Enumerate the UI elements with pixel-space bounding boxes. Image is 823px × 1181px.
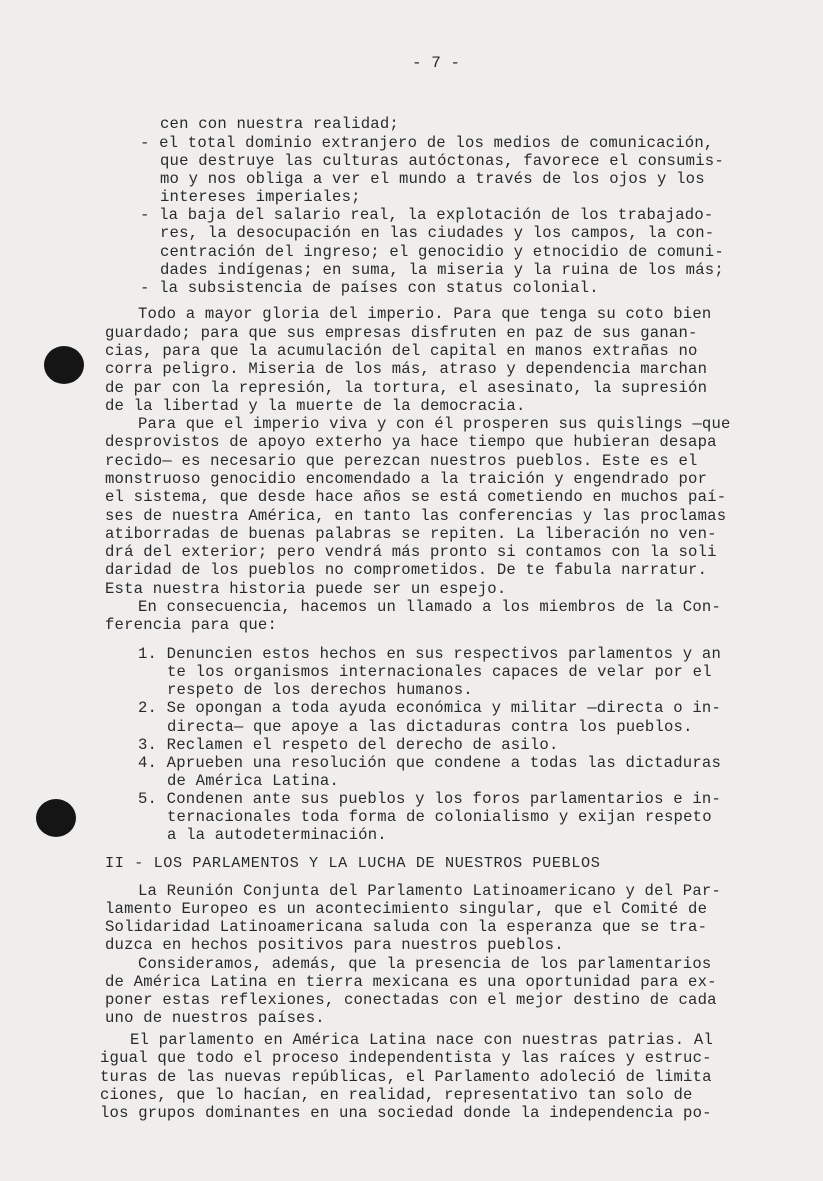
text-line: directa— que apoye a las dictaduras contra los pueblos. xyxy=(167,718,693,736)
text-line: te los organismos internacionales capaces de velar por el xyxy=(167,663,712,681)
text-line: - la baja del salario real, la explotación de los trabajado- xyxy=(140,206,714,224)
punch-hole xyxy=(44,346,84,384)
text-line: dades indígenas; en suma, la miseria y la ruina de los más; xyxy=(160,261,724,279)
text-line: atiborradas de buenas palabras se repiten. La liberación no ven- xyxy=(105,525,717,543)
text-line: monstruoso genocidio encomendado a la traición y engendrado por xyxy=(105,470,708,488)
text-line: recido— es necesario que perezcan nuestros pueblos. Este es el xyxy=(105,452,698,470)
text-line: ciones, que lo hacían, en realidad, representativo tan solo de xyxy=(100,1086,693,1104)
text-line: desprovistos de apoyo exterho ya hace tiempo que hubieran desapa xyxy=(105,433,717,451)
text-line: de la libertad y la muerte de la democracia. xyxy=(105,397,526,415)
text-line: drá del exterior; pero vendrá más pronto si contamos con la soli xyxy=(105,543,717,561)
text-line: guardado; para que sus empresas disfruten en paz de sus ganan- xyxy=(105,324,698,342)
text-line: los grupos dominantes en una sociedad donde la independencia po- xyxy=(100,1104,712,1122)
section-heading: II - LOS PARLAMENTOS Y LA LUCHA DE NUESTROS PUEBLOS xyxy=(105,854,601,872)
text-line: de par con la represión, la tortura, el asesinato, la supresión xyxy=(105,379,708,397)
text-line: el sistema, que desde hace años se está cometiendo en muchos paí- xyxy=(105,488,727,506)
text-line: de América Latina en tierra mexicana es una oportunidad para ex- xyxy=(105,973,717,991)
list-item: 3. Reclamen el respeto del derecho de asilo. xyxy=(138,736,559,754)
text-line: Consideramos, además, que la presencia de los parlamentarios xyxy=(138,955,712,973)
text-line: corra peligro. Miseria de los más, atraso y dependencia marchan xyxy=(105,360,708,378)
text-line: respeto de los derechos humanos. xyxy=(167,681,473,699)
text-line: cias, para que la acumulación del capital en manos extrañas no xyxy=(105,342,698,360)
list-item: 5. Condenen ante sus pueblos y los foros parlamentarios e in- xyxy=(138,790,722,808)
text-line: daridad de los pueblos no comprometidos. De te fabula narratur. xyxy=(105,561,708,579)
text-line: La Reunión Conjunta del Parlamento Latinoamericano y del Par- xyxy=(138,882,722,900)
text-line: ses de nuestra América, en tanto las conferencias y las proclamas xyxy=(105,507,727,525)
text-line: Esta nuestra historia puede ser un espejo. xyxy=(105,580,507,598)
text-line: duzca en hechos positivos para nuestros pueblos. xyxy=(105,936,564,954)
text-line: intereses imperiales; xyxy=(160,188,361,206)
text-line: turas de las nuevas repúblicas, el Parlamento adoleció de limita xyxy=(100,1068,712,1086)
punch-hole xyxy=(36,799,76,837)
text-line: a la autodeterminación. xyxy=(167,826,387,844)
text-line: Todo a mayor gloria del imperio. Para que tenga su coto bien xyxy=(138,305,712,323)
list-item: 1. Denuncien estos hechos en sus respectivos parlamentos y an xyxy=(138,645,722,663)
text-line: Para que el imperio viva y con él prosperen sus quislings —que xyxy=(138,415,731,433)
text-line: mo y nos obliga a ver el mundo a través de los ojos y los xyxy=(160,170,705,188)
text-line: En consecuencia, hacemos un llamado a los miembros de la Con- xyxy=(138,598,722,616)
text-line: poner estas reflexiones, conectadas con el mejor destino de cada xyxy=(105,991,717,1009)
text-line: de América Latina. xyxy=(167,772,340,790)
text-line: El parlamento en América Latina nace con nuestras patrias. Al xyxy=(130,1031,714,1049)
text-line: cen con nuestra realidad; xyxy=(160,115,399,133)
text-line: uno de nuestros países. xyxy=(105,1009,325,1027)
text-line: lamento Europeo es un acontecimiento singular, que el Comité de xyxy=(105,900,708,918)
text-line: - el total dominio extranjero de los medios de comunicación, xyxy=(140,134,714,152)
text-line: ferencia para que: xyxy=(105,616,278,634)
list-item: 4. Aprueben una resolución que condene a todas las dictaduras xyxy=(138,754,722,772)
text-line: que destruye las culturas autóctonas, favorece el consumis- xyxy=(160,152,724,170)
text-line: res, la desocupación en las ciudades y los campos, la con- xyxy=(160,224,715,242)
page-number: - 7 - xyxy=(412,54,461,72)
text-line: centración del ingreso; el genocidio y etnocidio de comuni- xyxy=(160,243,724,261)
text-line: - la subsistencia de países con status colonial. xyxy=(140,279,599,297)
text-line: ternacionales toda forma de colonialismo y exijan respeto xyxy=(167,808,712,826)
text-line: Solidaridad Latinoamericana saluda con la esperanza que se tra- xyxy=(105,918,708,936)
list-item: 2. Se opongan a toda ayuda económica y militar —directa o in- xyxy=(138,699,722,717)
text-line: igual que todo el proceso independentista y las raíces y estruc- xyxy=(100,1049,712,1067)
